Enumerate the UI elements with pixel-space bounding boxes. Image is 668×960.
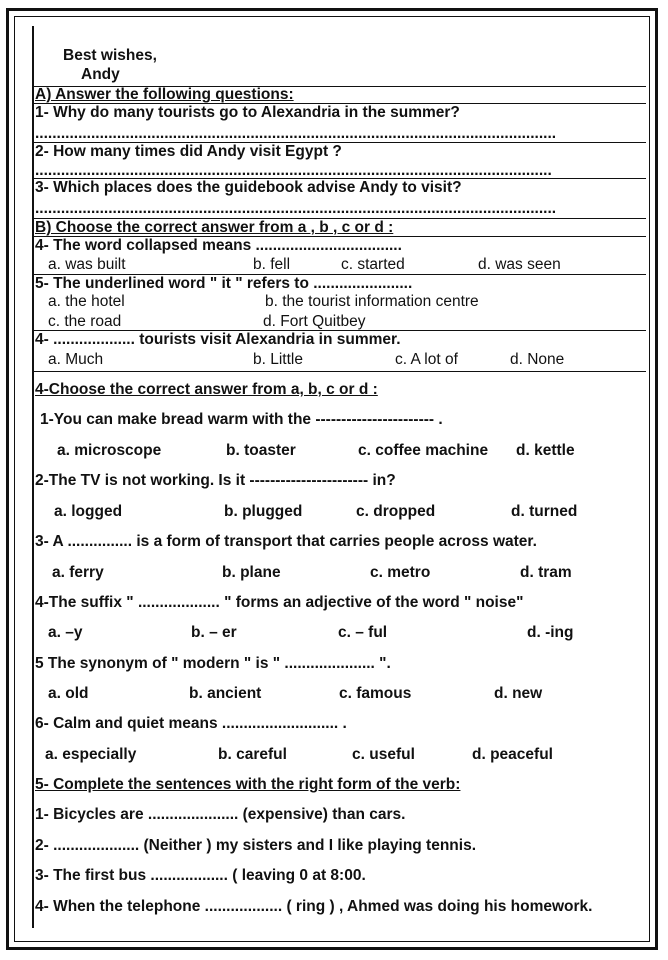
question-a3: 3- Which places does the guidebook advise Andy to visit? (35, 179, 462, 196)
option-d[interactable]: d. kettle (516, 442, 575, 459)
option-a[interactable]: a. logged (54, 503, 123, 520)
option-a[interactable]: a. the hotel (48, 293, 125, 310)
section-b-heading: B) Choose the correct answer from a , b , c or d : (35, 219, 394, 236)
option-c[interactable]: c. the road (48, 313, 122, 330)
option-d[interactable]: d. -ing (527, 624, 574, 641)
option-a[interactable]: a. Much (48, 351, 104, 368)
option-b[interactable]: b. the tourist information centre (265, 293, 479, 310)
option-a[interactable]: a. –y (48, 624, 83, 641)
question-4-3: 3- A ............... is a form of transport that carries people across water. (35, 533, 537, 550)
option-b[interactable]: b. plane (222, 564, 281, 581)
option-b[interactable]: b. careful (218, 746, 287, 763)
option-d[interactable]: d. new (494, 685, 543, 702)
option-b[interactable]: b. plugged (224, 503, 303, 520)
question-4-4: 4-The suffix " ................... " forms an adjective of the word " noise" (35, 594, 524, 611)
option-c[interactable]: c. – ful (338, 624, 388, 641)
option-d[interactable]: d. Fort Quitbey (263, 313, 366, 330)
sentence-item: 3- The first bus .................. ( leaving 0 at 8:00. (35, 867, 366, 884)
letter-signature: Andy (81, 66, 120, 83)
question-4-1: 1-You can make bread warm with the ----------------------- . (40, 411, 443, 428)
option-c[interactable]: c. dropped (356, 503, 436, 520)
section-4-heading: 4-Choose the correct answer from a, b, c or d : (35, 381, 378, 398)
option-c[interactable]: c. coffee machine (358, 442, 489, 459)
question-4-5: 5 The synonym of " modern " is " ..................... ". (35, 655, 391, 672)
option-a[interactable]: a. microscope (57, 442, 162, 459)
answer-line-a1[interactable]: ......................................................................................................................... (35, 125, 557, 142)
option-a[interactable]: a. old (48, 685, 89, 702)
section-5-heading: 5- Complete the sentences with the right form of the verb: (35, 776, 461, 793)
sentence-item: 1- Bicycles are ..................... (expensive) than cars. (35, 806, 406, 823)
option-b[interactable]: b. – er (191, 624, 237, 641)
letter-closing: Best wishes, (63, 47, 157, 64)
option-c[interactable]: c. useful (352, 746, 415, 763)
section-a-heading: A) Answer the following questions: (35, 86, 294, 103)
option-a[interactable]: a. especially (45, 746, 137, 763)
divider (32, 371, 646, 372)
sentence-item: 2- .................... (Neither ) my sisters and I like playing tennis. (35, 837, 477, 854)
option-d[interactable]: d. was seen (478, 256, 561, 273)
option-d[interactable]: d. turned (511, 503, 578, 520)
option-b[interactable]: b. Little (253, 351, 303, 368)
option-b[interactable]: b. toaster (226, 442, 296, 459)
option-d[interactable]: d. None (510, 351, 565, 368)
answer-line-a3[interactable]: ......................................................................................................................... (35, 200, 557, 217)
option-d[interactable]: d. peaceful (472, 746, 553, 763)
option-c[interactable]: c. A lot of (395, 351, 458, 368)
answer-line-a2[interactable]: ........................................................................................................................ (35, 162, 552, 179)
margin-line (32, 26, 34, 928)
option-a[interactable]: a. was built (48, 256, 126, 273)
option-d[interactable]: d. tram (520, 564, 572, 581)
option-c[interactable]: c. started (341, 256, 405, 273)
option-a[interactable]: a. ferry (52, 564, 104, 581)
sentence-item: 4- When the telephone .................. ( ring ) , Ahmed was doing his homework. (35, 898, 593, 915)
option-c[interactable]: c. metro (370, 564, 431, 581)
question-a2: 2- How many times did Andy visit Egypt ? (35, 143, 342, 160)
question-4-6: 6- Calm and quiet means ........................... . (35, 715, 347, 732)
question-a1: 1- Why do many tourists go to Alexandria in the summer? (35, 104, 460, 121)
option-c[interactable]: c. famous (339, 685, 412, 702)
question-4-2: 2-The TV is not working. Is it ----------------------- in? (35, 472, 396, 489)
question-b1: 4- The word collapsed means .................................. (35, 237, 402, 254)
question-b2: 5- The underlined word " it " refers to ....................... (35, 275, 413, 292)
question-b3: 4- ................... tourists visit Alexandria in summer. (35, 331, 401, 348)
option-b[interactable]: b. fell (253, 256, 291, 273)
option-b[interactable]: b. ancient (189, 685, 262, 702)
